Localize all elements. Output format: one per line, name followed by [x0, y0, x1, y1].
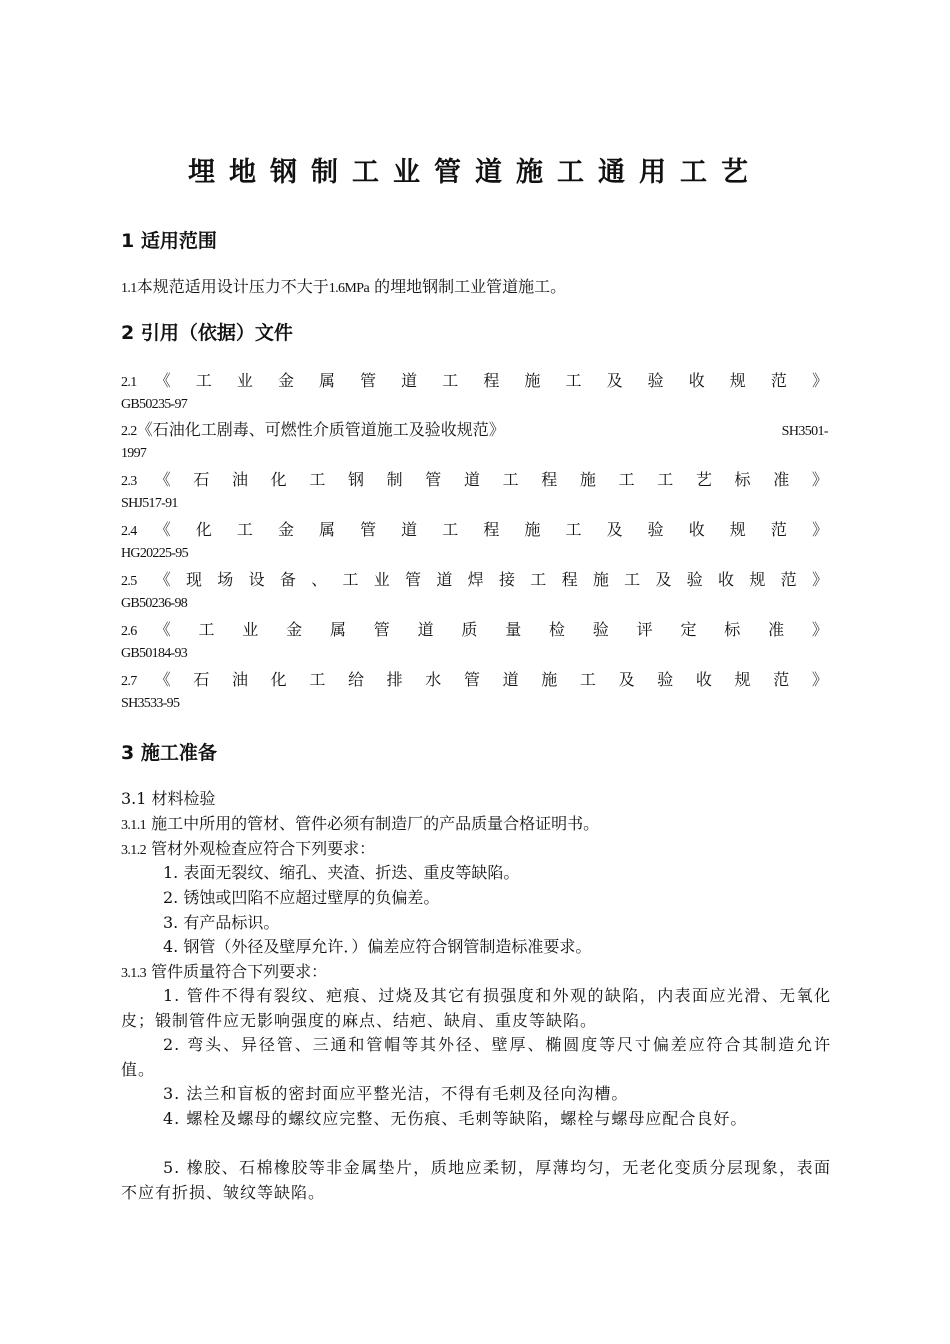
reference-title-char: 化: [195, 520, 212, 539]
reference-title-char: 业: [236, 371, 253, 390]
reference-title-char: 收: [688, 520, 705, 539]
clause-text: 本规范适用设计压力不大于: [136, 277, 329, 296]
reference-title-char: 道: [436, 570, 453, 589]
reference-title-char: 工: [309, 470, 326, 489]
reference-title-char: 焊: [467, 570, 484, 589]
list-item: 2. 弯头、异径管、三通和管帽等其外径、壁厚、椭圆度等尺寸偏差应符合其制造允许值。: [121, 1035, 831, 1079]
reference-title-char: 范: [770, 371, 787, 390]
clause-3-1: [121, 786, 216, 809]
reference-title-char: 施: [579, 470, 596, 489]
reference-title: [155, 667, 828, 690]
reference-title-char: 设: [248, 570, 265, 589]
reference-title-char: 工: [502, 470, 519, 489]
reference-title-char: 量: [505, 620, 522, 639]
reference-title-char: 》: [811, 371, 828, 390]
reference-title-char: 《: [154, 670, 171, 689]
reference-title-char: 程: [561, 570, 578, 589]
reference-code: GB50184-93: [121, 646, 188, 661]
clause-text: 管材外观检查应符合下列要求：: [146, 839, 376, 858]
reference-title: [155, 368, 828, 391]
reference-title-char: 验: [592, 620, 609, 639]
reference-number: 2.1: [121, 375, 137, 390]
reference-title-char: 范: [773, 670, 790, 689]
document-title: 埋地钢制工业管道施工通用工艺: [188, 157, 762, 188]
reference-title-char: 工: [565, 371, 582, 390]
list-item: 1. 表面无裂纹、缩孔、夹渣、折迭、重皮等缺陷。: [163, 863, 520, 882]
reference-title-char: 《: [154, 570, 171, 589]
reference-item: [121, 517, 828, 566]
reference-title-char: 金: [277, 371, 294, 390]
reference-item: [121, 368, 828, 417]
reference-title-char: 》: [811, 620, 828, 639]
reference-title-char: 施: [524, 520, 541, 539]
reference-code: GB50235-97: [121, 397, 188, 412]
reference-title-char: 道: [463, 470, 480, 489]
reference-title-char: 管: [360, 371, 377, 390]
reference-title-char: 准: [768, 620, 785, 639]
reference-title-char: 场: [217, 570, 234, 589]
reference-title-char: 收: [718, 570, 735, 589]
reference-item: [121, 567, 828, 616]
reference-title-char: 工: [442, 520, 459, 539]
reference-title-char: 备: [279, 570, 296, 589]
reference-title-char: 范: [780, 570, 797, 589]
reference-title-char: 施: [541, 670, 558, 689]
reference-title-char: 给: [347, 670, 364, 689]
reference-title-char: 工: [442, 371, 459, 390]
reference-title-char: 水: [425, 670, 442, 689]
pressure-value: 1.6MPa: [328, 281, 370, 296]
reference-title-char: 工: [198, 620, 215, 639]
clause-text: 管件质量符合下列要求：: [146, 962, 328, 981]
reference-title-char: 工: [618, 470, 635, 489]
reference-title-char: 油: [232, 670, 249, 689]
reference-title-char: 检: [549, 620, 566, 639]
reference-title-char: 接: [498, 570, 515, 589]
section-1-heading: 1 适用范围: [121, 230, 217, 252]
reference-code: HG20225-95: [121, 546, 188, 561]
reference-title-char: 道: [401, 371, 418, 390]
reference-title-char: 制: [386, 470, 403, 489]
reference-title-char: 施: [524, 371, 541, 390]
reference-title-char: 艺: [695, 470, 712, 489]
reference-title-char: 》: [811, 670, 828, 689]
reference-title: [155, 617, 828, 640]
reference-title-char: 《: [154, 470, 171, 489]
reference-title-char: 规: [749, 570, 766, 589]
reference-title-char: 道: [401, 520, 418, 539]
reference-title: [155, 517, 828, 540]
reference-title-char: 工: [236, 520, 253, 539]
reference-title-char: 及: [606, 371, 623, 390]
reference-title-char: 属: [319, 520, 336, 539]
list-item: 4. 钢管（外径及壁厚允许．）偏差应符合钢管制造标准要求。: [163, 937, 592, 956]
reference-item: [121, 667, 828, 716]
clause-number: 3.1.3: [121, 966, 147, 981]
reference-title-char: 石: [193, 670, 210, 689]
list-item: 1. 管件不得有裂纹、疤痕、过烧及其它有损强度和外观的缺陷，内表面应光滑、无氧化皮；锻制管件应无影响强度的麻点、结疤、缺肩、重皮等缺陷。: [121, 986, 831, 1030]
reference-title-char: 工: [565, 520, 582, 539]
reference-title-char: 工: [309, 670, 326, 689]
reference-title-char: 业: [242, 620, 259, 639]
reference-title-char: 《: [154, 520, 171, 539]
reference-title-char: 金: [277, 520, 294, 539]
clause-3-1-3: [121, 959, 327, 982]
reference-title-char: 收: [688, 371, 705, 390]
list-item: 3. 法兰和盲板的密封面应平整光洁，不得有毛刺及径向沟槽。: [163, 1084, 629, 1103]
list-item: 3. 有产品标识。: [163, 913, 280, 932]
reference-title-char: 管: [425, 470, 442, 489]
reference-title-char: 》: [811, 570, 828, 589]
clause-number: 3.1.1: [121, 818, 147, 833]
clause-3-1-2: [121, 836, 375, 859]
reference-title-char: 工: [624, 570, 641, 589]
reference-title-char: 程: [541, 470, 558, 489]
reference-title-char: 业: [373, 570, 390, 589]
reference-title: [155, 467, 828, 490]
reference-number: 2.2: [121, 424, 137, 439]
reference-code: 1997: [121, 446, 147, 461]
reference-title-char: 规: [729, 520, 746, 539]
list-item: 5. 橡胶、石棉橡胶等非金属垫片，质地应柔韧，厚薄均匀，无老化变质分层现象，表面不应有折损、皱纹等缺陷。: [121, 1158, 831, 1202]
clause-text-tail: 的埋地钢制工业管道施工。: [369, 277, 567, 296]
reference-title-char: 属: [319, 371, 336, 390]
reference-title-char: 工: [579, 670, 596, 689]
reference-number: 2.3: [121, 474, 137, 489]
reference-title-char: 《: [154, 620, 171, 639]
reference-title-char: 评: [636, 620, 653, 639]
clause-3-1-text: 3.1 材料检验: [121, 789, 216, 808]
reference-title-char: 标: [734, 470, 751, 489]
reference-title-char: 程: [483, 371, 500, 390]
reference-title-char: 及: [618, 670, 635, 689]
reference-title-char: 石: [193, 470, 210, 489]
reference-title-char: 管: [373, 620, 390, 639]
reference-title-char: 准: [773, 470, 790, 489]
clause-text: 施工中所用的管材、管件必须有制造厂的产品质量合格证明书。: [146, 814, 600, 833]
reference-title-char: 《: [154, 371, 171, 390]
paragraph-1-1: [121, 274, 566, 297]
clause-3-1-1: [121, 811, 599, 834]
reference-title-char: 道: [502, 670, 519, 689]
reference-title-char: 化: [270, 670, 287, 689]
reference-title-char: 属: [329, 620, 346, 639]
reference-title-char: 金: [286, 620, 303, 639]
reference-title: 《石油化工剧毒、可燃性介质管道施工及验收规范》: [136, 420, 505, 439]
reference-code-part: SH3501-: [781, 424, 828, 439]
reference-title-char: 及: [606, 520, 623, 539]
reference-title-char: 工: [530, 570, 547, 589]
reference-title-char: 验: [647, 371, 664, 390]
reference-title-char: 验: [647, 520, 664, 539]
reference-title-char: 程: [483, 520, 500, 539]
reference-title-char: 验: [657, 670, 674, 689]
reference-title-char: 收: [695, 670, 712, 689]
reference-title-char: 化: [270, 470, 287, 489]
reference-number: 2.6: [121, 624, 137, 639]
reference-title-char: 、: [311, 570, 328, 589]
reference-title-char: 质: [461, 620, 478, 639]
reference-number: 2.4: [121, 524, 137, 539]
reference-title-char: 定: [680, 620, 697, 639]
reference-title-char: 工: [657, 470, 674, 489]
reference-title-char: 排: [386, 670, 403, 689]
reference-number: 2.7: [121, 674, 137, 689]
reference-code: SH3533-95: [121, 696, 180, 711]
reference-title-char: 及: [655, 570, 672, 589]
reference-title-char: 管: [405, 570, 422, 589]
reference-title-char: 施: [592, 570, 609, 589]
reference-number: 2.5: [121, 574, 137, 589]
reference-title-char: 验: [686, 570, 703, 589]
reference-item: [121, 417, 828, 466]
section-2-heading: 2 引用（依据）文件: [121, 322, 293, 344]
reference-title-char: 管: [463, 670, 480, 689]
clause-number: 3.1.2: [121, 843, 147, 858]
clause-number: 1.1: [121, 281, 137, 296]
reference-title-char: 现: [186, 570, 203, 589]
list-item: 4. 螺栓及螺母的螺纹应完整、无伤痕、毛刺等缺陷，螺栓与螺母应配合良好。: [163, 1109, 748, 1128]
reference-item: [121, 617, 828, 666]
reference-title-char: 范: [770, 520, 787, 539]
reference-code: GB50236-98: [121, 596, 188, 611]
reference-title-char: 道: [417, 620, 434, 639]
reference-title-char: 油: [232, 470, 249, 489]
reference-title-char: 工: [342, 570, 359, 589]
reference-code: SHJ517-91: [121, 496, 178, 511]
reference-title-char: 工: [195, 371, 212, 390]
reference-title-char: 》: [811, 470, 828, 489]
reference-title: [155, 567, 828, 590]
reference-title-char: 钢: [347, 470, 364, 489]
reference-title-char: 标: [724, 620, 741, 639]
section-3-heading: 3 施工准备: [121, 742, 217, 764]
reference-title-char: 规: [734, 670, 751, 689]
reference-title-char: 规: [729, 371, 746, 390]
reference-item: [121, 467, 828, 516]
reference-title-char: 》: [811, 520, 828, 539]
list-item: 2. 锈蚀或凹陷不应超过壁厚的负偏差。: [163, 888, 440, 907]
reference-title-char: 管: [360, 520, 377, 539]
